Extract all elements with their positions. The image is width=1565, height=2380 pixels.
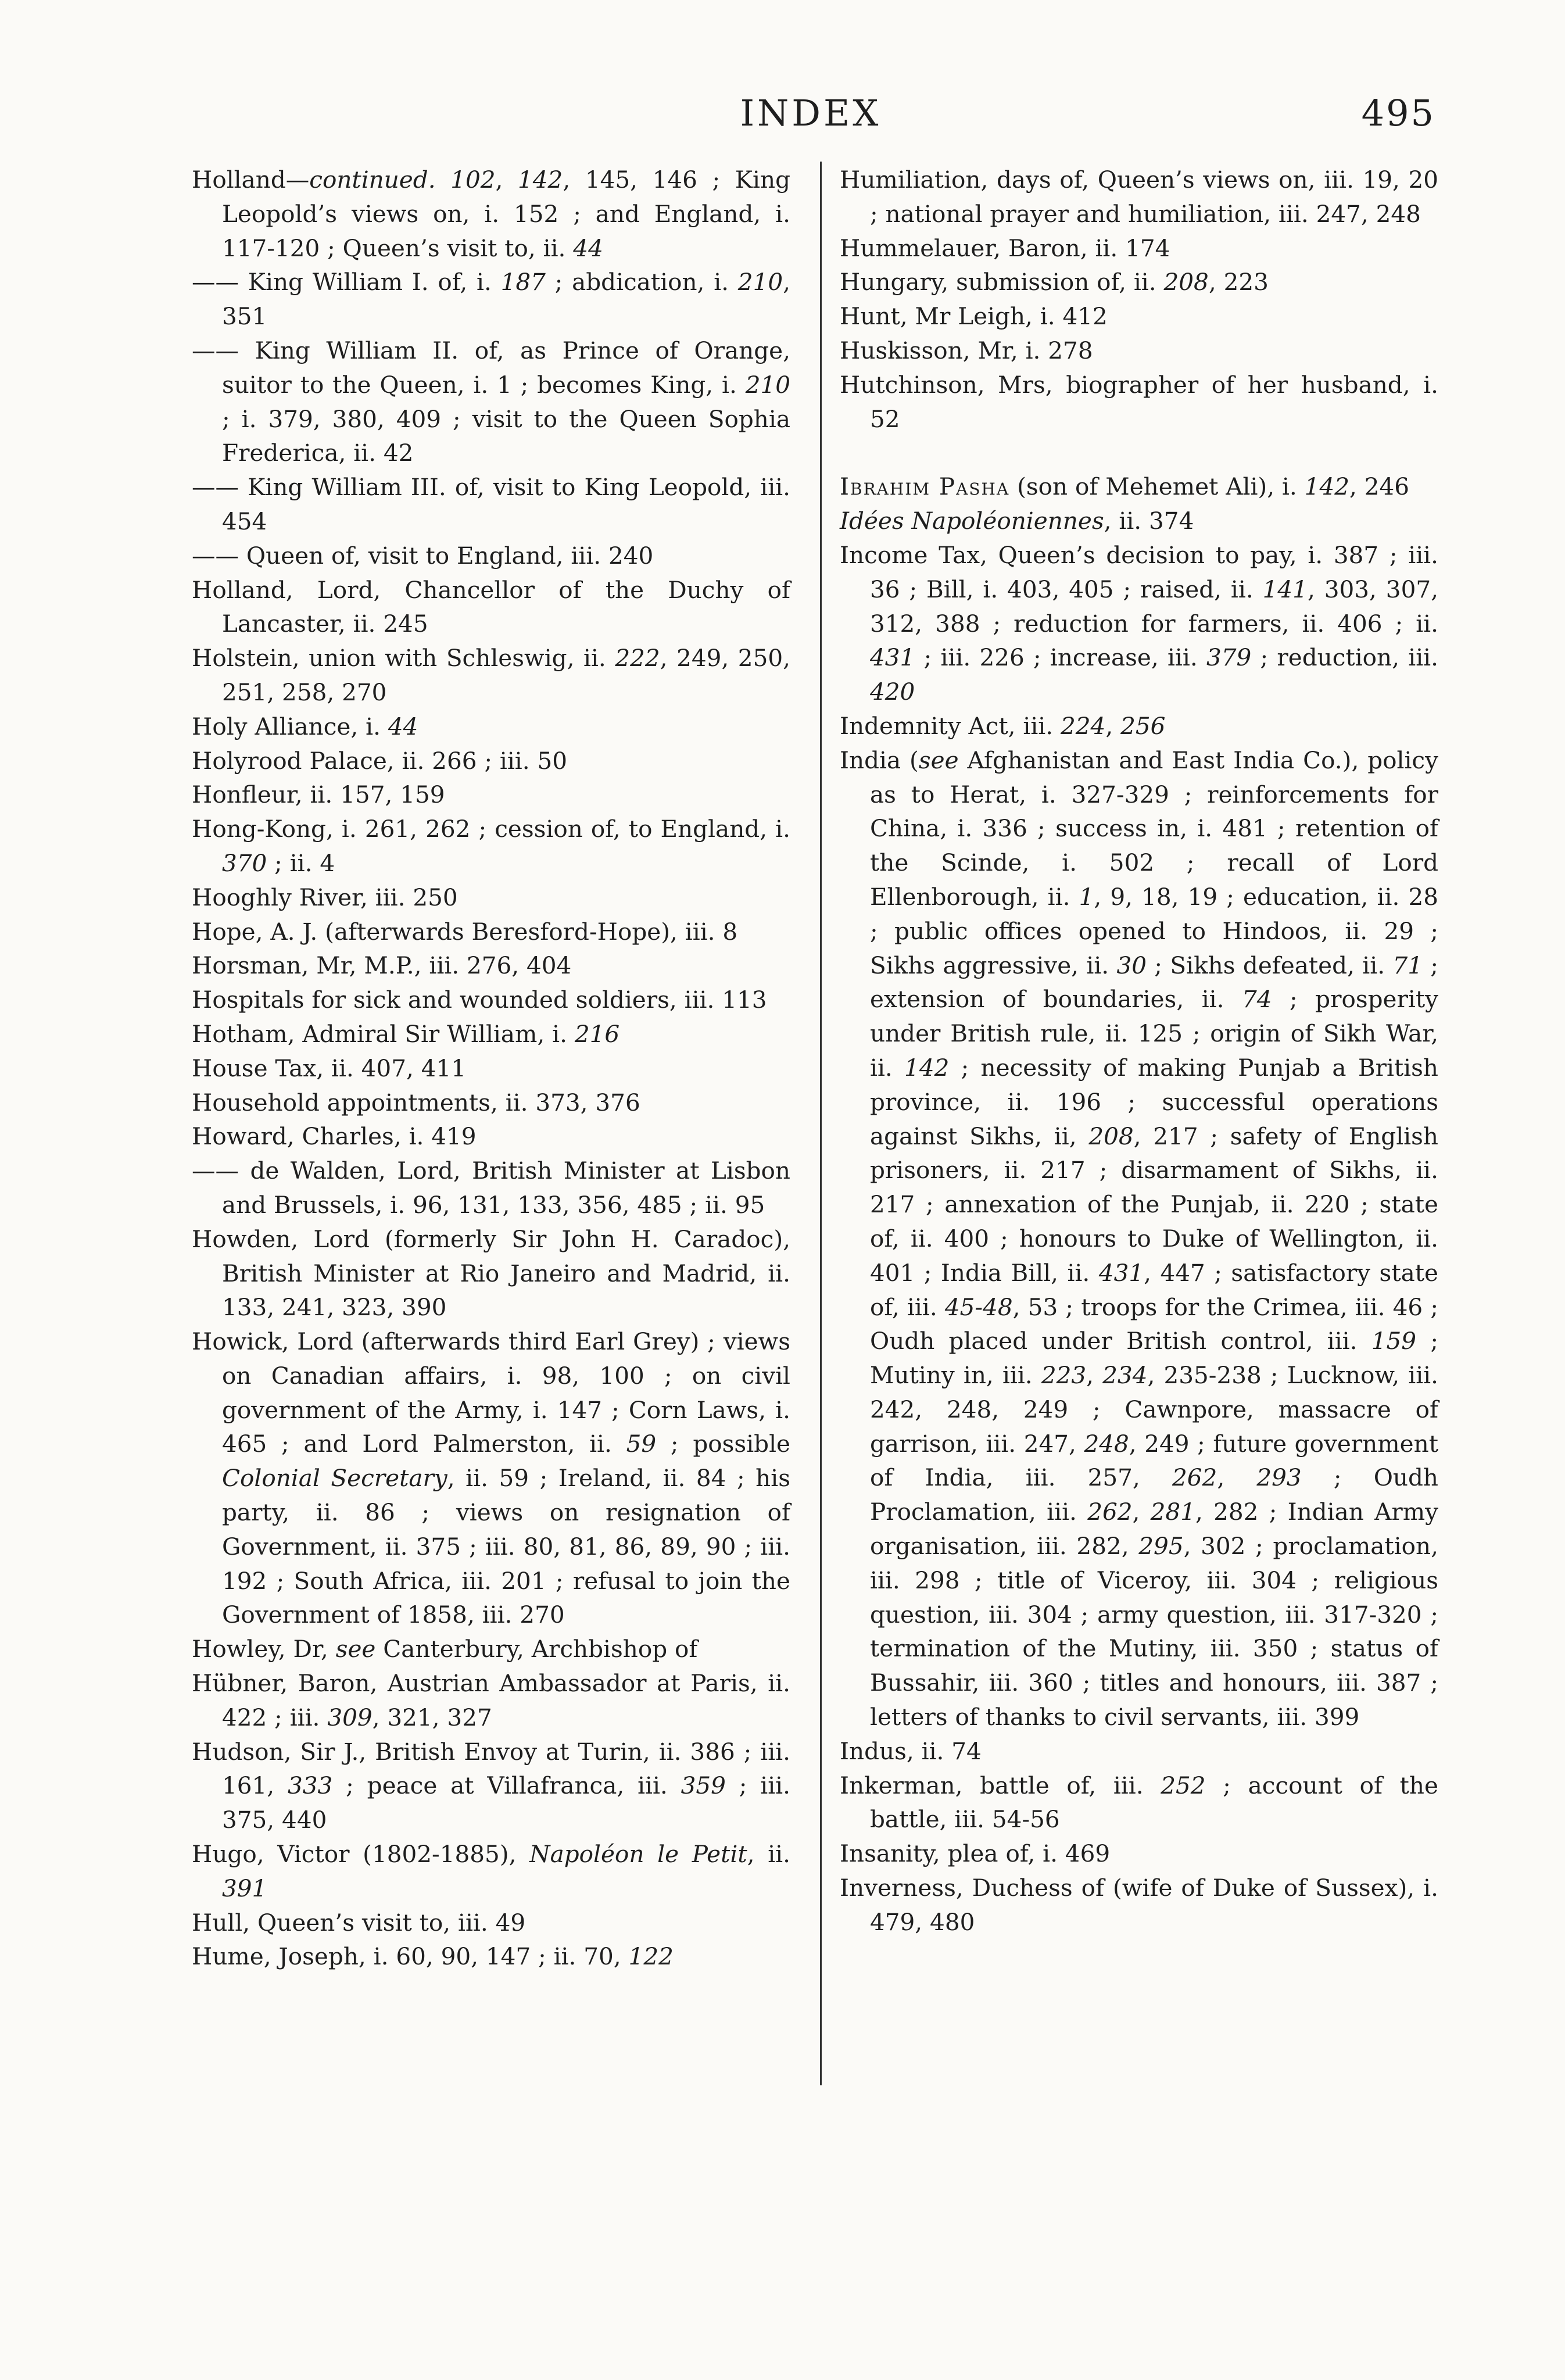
index-entry: Howick, Lord (afterwards third Earl Grey) ; views on Canadian affairs, i. 98, 100 ; on civil government of the Army, i. 147 ; Corn Laws, i. 465 ; and Lord Palmerston, ii. 59 ; possible Colonial Secretary, ii. 59 ; Ireland, ii. 84 ; his party, ii. 86 ; views on resignation of Government, ii. 375 ; iii. 80, 81, 86, 89, 90 ; iii. 192 ; South Africa, iii. 201 ; refusal to join the Government of 1858, iii. 270 [192, 1327, 790, 1629]
index-entry: Hospitals for sick and wounded soldiers, iii. 113 [192, 986, 767, 1014]
index-entry: Income Tax, Queen’s decision to pay, i. 387 ; iii. 36 ; Bill, i. 403, 405 ; raised, ii. 141, 303, 307, 312, 388 ; reduction for farmers, ii. 406 ; ii. 431 ; iii. 226 ; increase, iii. 379 ; reduction, iii. 420 [840, 541, 1438, 706]
index-entry: —— King William II. of, as Prince of Orange, suitor to the Queen, i. 1 ; becomes King, i. 210 ; i. 379, 380, 409 ; visit to the Queen Sophia Frederica, ii. 42 [192, 336, 790, 467]
index-entry: Humiliation, days of, Queen’s views on, iii. 19, 20 ; national prayer and humiliation, iii. 247, 248 [840, 166, 1438, 228]
index-entry: Howard, Charles, i. 419 [192, 1122, 477, 1151]
index-entry: —— King William III. of, visit to King Leopold, iii. 454 [192, 473, 790, 535]
index-entry: —— de Walden, Lord, British Minister at Lisbon and Brussels, i. 96, 131, 133, 356, 485 ; ii. 95 [192, 1157, 790, 1219]
index-entry: Hunt, Mr Leigh, i. 412 [840, 302, 1108, 331]
index-entry: —— Queen of, visit to England, iii. 240 [192, 541, 654, 570]
index-entry: Hübner, Baron, Austrian Ambassador at Paris, ii. 422 ; iii. 309, 321, 327 [192, 1669, 790, 1731]
index-entry: Inverness, Duchess of (wife of Duke of Sussex), i. 479, 480 [840, 1874, 1438, 1936]
index-entry: Howden, Lord (formerly Sir John H. Caradoc), British Minister at Rio Janeiro and Madrid, ii. 133, 241, 323, 390 [192, 1225, 790, 1322]
index-entry: Household appointments, ii. 373, 376 [192, 1088, 640, 1116]
index-entry: Hungary, submission of, ii. 208, 223 [840, 268, 1269, 296]
index-entry: Hotham, Admiral Sir William, i. 216 [192, 1019, 620, 1048]
index-entry: Indemnity Act, iii. 224, 256 [840, 711, 1166, 740]
index-entry: Holstein, union with Schleswig, ii. 222, 249, 250, 251, 258, 270 [192, 644, 790, 706]
index-entry: —— King William I. of, i. 187 ; abdication, i. 210, 351 [192, 268, 790, 331]
page-number: 495 [1361, 92, 1435, 134]
index-entry: Holland—continued. 102, 142, 145, 146 ; King Leopold’s views on, i. 152 ; and England, i. 117-120 ; Queen’s visit to, ii. 44 [192, 166, 791, 262]
index-entry: Holland, Lord, Chancellor of the Duchy of Lancaster, ii. 245 [192, 575, 790, 638]
index-column-right [840, 163, 1438, 1939]
page-header [186, 87, 1435, 151]
index-entry: Hull, Queen’s visit to, iii. 49 [192, 1908, 526, 1937]
index-entry: Hugo, Victor (1802-1885), Napoléon le Petit, ii. 391 [192, 1840, 791, 1902]
index-entry: Indus, ii. 74 [840, 1737, 982, 1765]
index-entry: Hume, Joseph, i. 60, 90, 147 ; ii. 70, 122 [192, 1942, 674, 1971]
index-entry: Horsman, Mr, M.P., iii. 276, 404 [192, 951, 572, 980]
page-title: INDEX [740, 92, 882, 134]
index-entry: Hope, A. J. (afterwards Beresford-Hope), iii. 8 [192, 917, 738, 946]
index-entry: Inkerman, battle of, iii. 252 ; account of the battle, iii. 54-56 [840, 1771, 1438, 1834]
index-entry: Honfleur, ii. 157, 159 [192, 781, 445, 809]
index-entry: Idées Napoléoniennes, ii. 374 [840, 507, 1194, 535]
index-entry: Holy Alliance, i. 44 [192, 712, 418, 740]
index-entry: Holyrood Palace, ii. 266 ; iii. 50 [192, 746, 568, 775]
index-entry: Hong-Kong, i. 261, 262 ; cession of, to England, i. 370 ; ii. 4 [192, 815, 790, 877]
index-entry: Hooghly River, iii. 250 [192, 883, 458, 911]
index-entry: House Tax, ii. 407, 411 [192, 1054, 467, 1082]
index-entry: Howley, Dr, see Canterbury, Archbishop of [192, 1635, 698, 1663]
index-entry: Ibrahim Pasha (son of Mehemet Ali), i. 142, 246 [840, 473, 1410, 501]
column-divider [820, 162, 822, 2085]
index-entry: Hummelauer, Baron, ii. 174 [840, 234, 1170, 262]
index-entry: India (see Afghanistan and East India Co.), policy as to Herat, i. 327-329 ; reinforcements for China, i. 336 ; success in, i. 481 ; retention of the Scinde, i. 502 ; recall of Lord Ellenborough, ii. 1, 9, 18, 19 ; education, ii. 28 ; public offices opened to Hindoos, ii. 29 ; Sikhs aggressive, ii. 30 ; Sikhs defeated, ii. 71 ; extension of boundaries, ii. 74 ; prosperity under British rule, ii. 125 ; origin of Sikh War, ii. 142 ; necessity of making Punjab a British province, ii. 196 ; successful operations against Sikhs, ii, 208, 217 ; safety of English prisoners, ii. 217 ; disarmament of Sikhs, ii. 217 ; annexation of the Punjab, ii. 220 ; state of, ii. 400 ; honours to Duke of Wellington, ii. 401 ; India Bill, ii. 431, 447 ; satisfactory state of, iii. 45-48, 53 ; troops for the Crimea, iii. 46 ; Oudh placed under British control, iii. 159 ; Mutiny in, iii. 223, 234, 235-238 ; Lucknow, iii. 242, 248, 249 ; Cawnpore, massacre of garrison, iii. 247, 248, 249 ; future government of India, iii. 257, 262, 293 ; Oudh Proclamation, iii. 262, 281, 282 ; Indian Army organisation, iii. 282, 295, 302 ; proclamation, iii. 298 ; title of Viceroy, iii. 304 ; religious question, iii. 304 ; army question, iii. 317-320 ; termination of the Mutiny, iii. 350 ; status of Bussahir, iii. 360 ; titles and honours, iii. 387 ; letters of thanks to civil servants, iii. 399 [840, 746, 1439, 1731]
index-entry: Hutchinson, Mrs, biographer of her husband, i. 52 [840, 370, 1438, 433]
index-entry: Hudson, Sir J., British Envoy at Turin, ii. 386 ; iii. 161, 333 ; peace at Villafranca, iii. 359 ; iii. 375, 440 [192, 1737, 790, 1834]
index-entry: Huskisson, Mr, i. 278 [840, 336, 1093, 364]
index-entry: Insanity, plea of, i. 469 [840, 1839, 1111, 1868]
index-column-left [192, 163, 790, 1974]
